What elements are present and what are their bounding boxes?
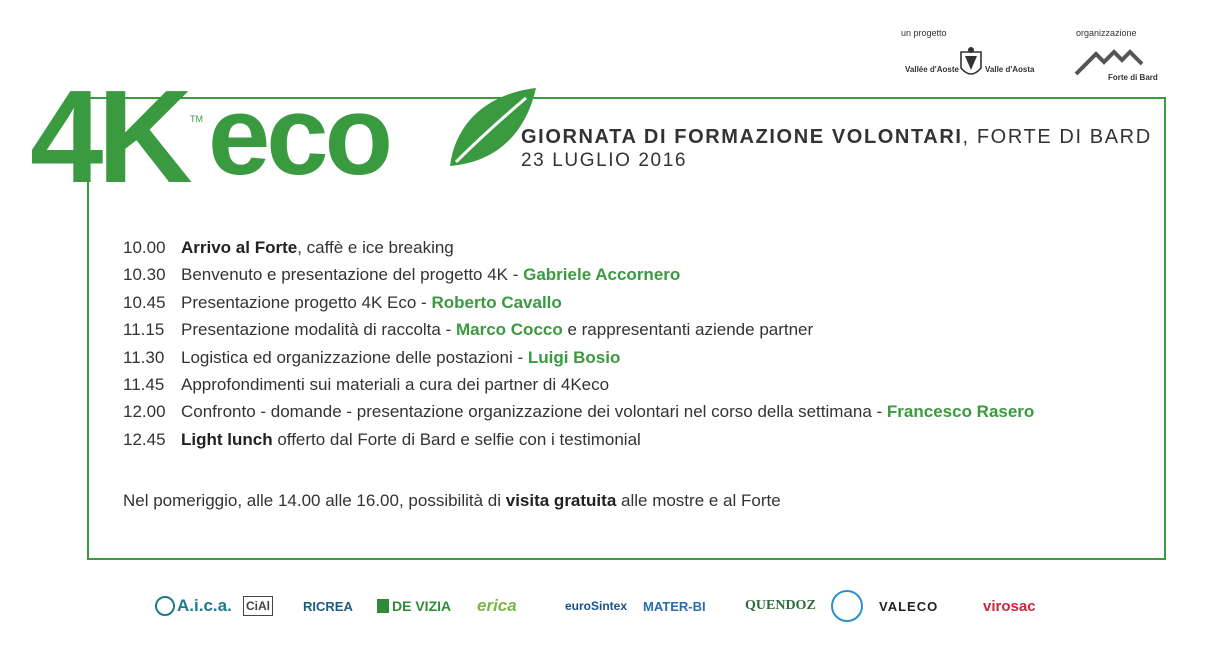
event-title (521, 126, 1152, 149)
note-highlight: visita gratuita (505, 491, 617, 510)
program-speaker: Luigi Bosio (527, 347, 621, 367)
logo-tm-mark: TM (190, 114, 203, 124)
sponsor-valeco-text: VALECO (879, 598, 939, 614)
logo-eco-text: eco (208, 73, 389, 190)
sponsor-virosac-text: virosac (983, 597, 1036, 615)
program-item (123, 402, 1034, 429)
sponsor-erica-text: erica (477, 596, 517, 615)
sponsor-quendoz-logo (745, 583, 816, 629)
sponsor-aica-text: A.i.c.a. (177, 596, 232, 615)
region-name-it: Valle d'Aosta (985, 65, 1035, 74)
program-time: 11.15 (123, 320, 165, 340)
program-text: offerto dal Forte di Bard e selfie con i testimonial (272, 429, 641, 449)
org-name: Forte di Bard (1108, 73, 1158, 82)
aica-ring-icon (155, 596, 175, 616)
program-item (123, 430, 1034, 457)
program-list (123, 238, 1034, 457)
sponsor-erica-logo (477, 583, 517, 629)
sponsor-devizia-logo (377, 583, 451, 629)
program-time: 10.00 (123, 238, 166, 257)
logo-4k-text: 4K (30, 70, 187, 190)
sponsor-circle-icon (831, 590, 863, 622)
sponsor-circle-logo (831, 583, 863, 629)
program-speaker: Gabriele Accornero (523, 265, 681, 285)
program-time: 10.45 (123, 292, 166, 312)
note-text: Nel pomeriggio, alle 14.00 alle 16.00, possibilità di (123, 491, 506, 510)
program-speaker: Roberto Cavallo (431, 292, 562, 312)
program-text: Approfondimenti sui materiali a cura dei partner di 4Keco (181, 374, 610, 394)
program-item (123, 348, 1034, 375)
program-text: Presentazione progetto 4K Eco - (181, 292, 432, 312)
program-time: 11.30 (123, 347, 165, 367)
sponsor-valeco-logo (879, 583, 938, 629)
program-time: 10.30 (123, 265, 166, 285)
sponsor-ricrea-logo (303, 583, 353, 629)
program-time: 12.45 (123, 429, 166, 449)
region-name-fr: Vallée d'Aoste (905, 65, 959, 74)
program-speaker: Marco Cocco (455, 320, 563, 340)
program-text: Confronto - domande - presentazione organizzazione dei volontari nel corso della settimana - (181, 402, 887, 422)
sponsor-virosac-logo (983, 583, 1036, 629)
program-item (123, 238, 1034, 265)
sponsor-cial-text: CiAl (243, 596, 273, 616)
sponsor-ricrea-text: RICREA (303, 598, 353, 614)
forte-di-bard-logo (1074, 44, 1170, 84)
sponsor-materbi-logo (643, 583, 706, 629)
sponsor-aica-logo (155, 583, 232, 629)
sponsor-cial-logo (243, 583, 273, 629)
organization-label: organizzazione (1076, 28, 1137, 38)
event-date: 23 LUGLIO 2016 (521, 150, 688, 171)
sponsor-materbi-text: MATER-BI (643, 598, 706, 614)
program-highlight: Light lunch (181, 429, 273, 449)
devizia-square-icon (377, 599, 389, 613)
program-time: 12.00 (123, 402, 166, 422)
program-text: Logistica ed organizzazione delle postazioni - (181, 347, 528, 367)
region-valle-aosta-logo (901, 46, 1041, 84)
program-item (123, 320, 1034, 347)
program-text: Presentazione modalità di raccolta - (181, 320, 456, 340)
sponsor-logos (155, 583, 1065, 633)
event-title-location: , FORTE DI BARD (962, 126, 1152, 148)
sponsor-eurosintex-text: euroSintex (565, 599, 628, 613)
program-text: Benvenuto e presentazione del progetto 4K - (181, 265, 524, 285)
program-time: 11.45 (123, 374, 165, 394)
project-label: un progetto (901, 28, 947, 38)
program-text: , caffè e ice breaking (297, 238, 454, 257)
program-text-after: e rappresentanti aziende partner (562, 320, 814, 340)
sponsor-eurosintex-logo (565, 583, 627, 629)
sponsor-devizia-text: DE VIZIA (392, 598, 452, 614)
program-speaker: Francesco Rasero (886, 402, 1035, 422)
afternoon-note (123, 491, 781, 511)
note-text-after: alle mostre e al Forte (616, 491, 781, 510)
event-title-bold: GIORNATA DI FORMAZIONE VOLONTARI (521, 126, 963, 148)
sponsor-quendoz-text: QUENDOZ (745, 598, 816, 613)
program-highlight: Arrivo al Forte (181, 238, 298, 257)
4keco-logo (30, 70, 540, 190)
program-item (123, 293, 1034, 320)
program-item (123, 375, 1034, 402)
program-item (123, 265, 1034, 292)
